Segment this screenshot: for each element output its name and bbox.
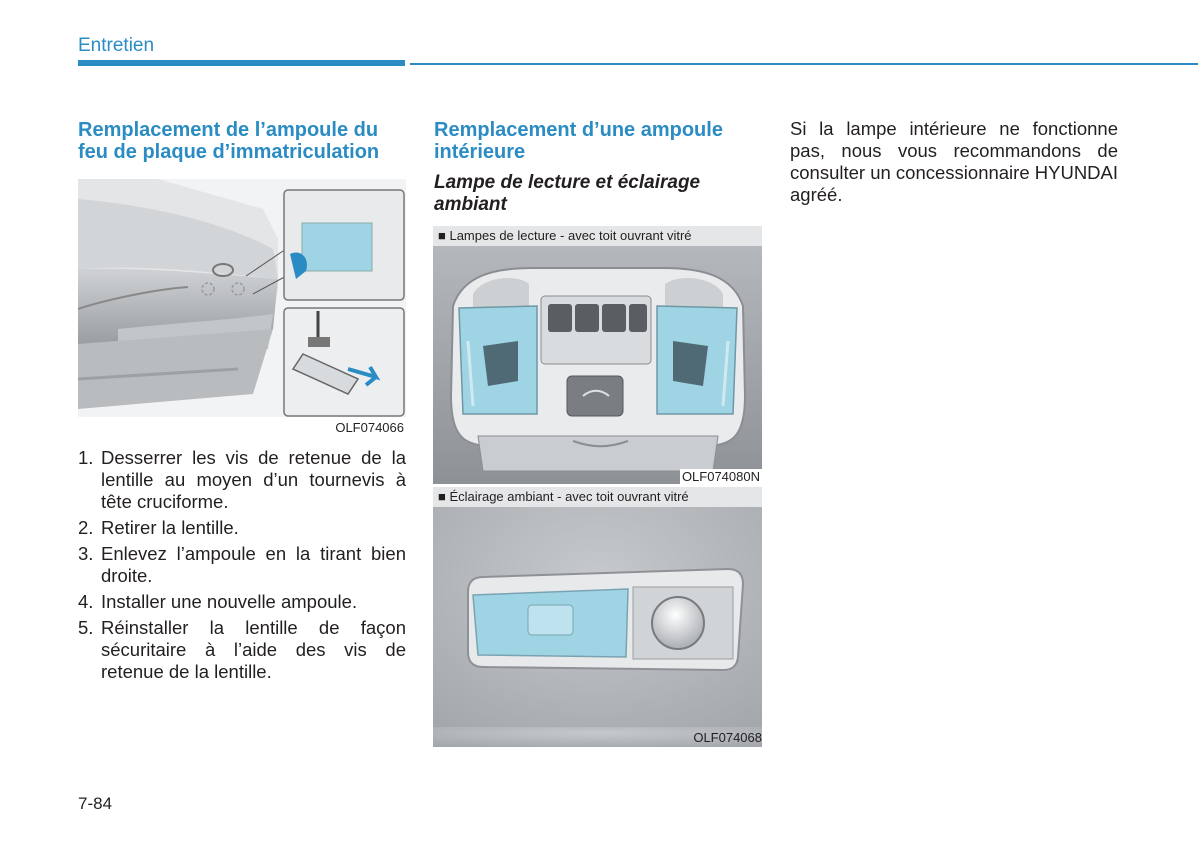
steps-list	[78, 447, 406, 687]
figure-code: OLF074068	[693, 730, 762, 745]
figure-caption: ■ Éclairage ambiant - avec toit ouvrant vitré	[433, 487, 762, 507]
step-number: 3.	[78, 543, 94, 564]
license-lamp-heading: Remplacement de l’ampoule du feu de plaque d’immatriculation	[78, 119, 380, 163]
reading-lamp-illustration	[433, 246, 762, 484]
dealer-advice-paragraph: Si la lampe intérieure ne fonctionne pas, nous vous recommandons de consulter un concessionnaire HYUNDAI agréé.	[790, 118, 1119, 205]
interior-lamp-heading: Remplacement d’une ampoule intérieure	[434, 119, 723, 163]
list-item	[78, 591, 406, 613]
list-item	[78, 543, 406, 587]
section-title: Entretien	[78, 35, 155, 56]
figure-caption: ■ Lampes de lecture - avec toit ouvrant vitré	[433, 226, 762, 246]
step-number: 1.	[78, 447, 94, 468]
reading-lamp-figure	[433, 226, 762, 484]
step-text: Retirer la lentille.	[101, 517, 239, 538]
figure-code: OLF074066	[335, 420, 404, 435]
step-number: 5.	[78, 617, 94, 638]
step-number: 2.	[78, 517, 94, 538]
ambient-lamp-figure	[433, 487, 762, 747]
step-text: Enlevez l’ampoule en la tirant bien droite.	[101, 543, 406, 586]
ambient-lamp-illustration	[433, 507, 762, 747]
list-item	[78, 517, 406, 539]
step-text: Desserrer les vis de retenue de la lentille au moyen d’un tournevis à tête cruciforme.	[101, 447, 406, 512]
step-text: Installer une nouvelle ampoule.	[101, 591, 358, 612]
page-number: 7-84	[78, 794, 113, 813]
figure-code: OLF074080N	[681, 469, 760, 484]
step-text: Réinstaller la lentille de façon sécuritaire à l’aide des vis de retenue de la lentille.	[101, 617, 406, 682]
list-item	[78, 447, 406, 513]
step-number: 4.	[78, 591, 94, 612]
header-rule-thick	[78, 60, 405, 66]
car-rear-illustration	[78, 179, 406, 440]
list-item	[78, 617, 406, 683]
header-rule-thin	[410, 63, 1198, 65]
reading-lamp-subheading: Lampe de lecture et éclairage ambiant	[434, 172, 701, 215]
license-lamp-figure	[78, 179, 406, 440]
